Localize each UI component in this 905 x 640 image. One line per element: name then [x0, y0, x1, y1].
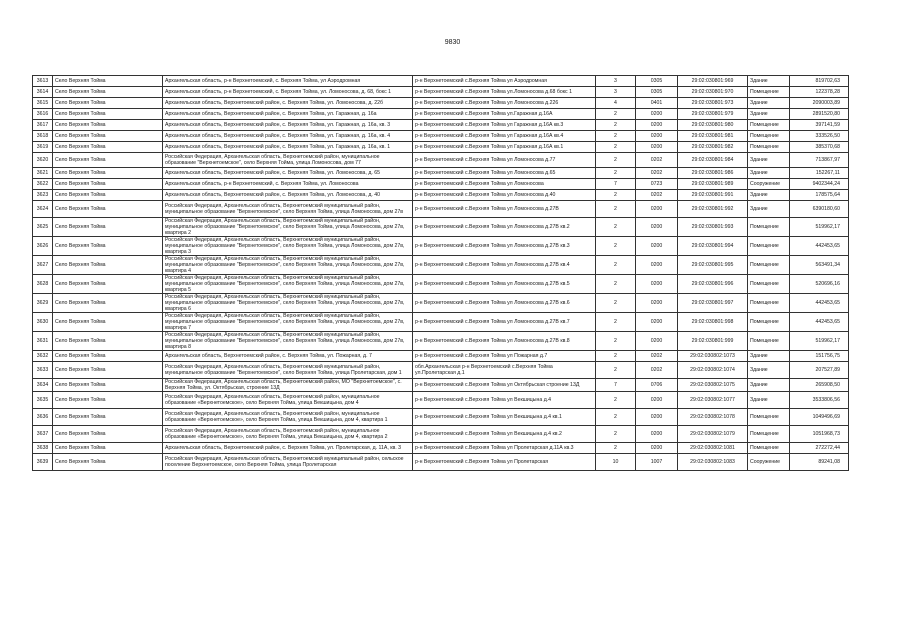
page-number: 9830	[444, 39, 461, 46]
cell-settlement: Село Верхняя Тойма	[53, 76, 163, 87]
cell-group-code: 2	[596, 275, 636, 294]
cell-address-full: Российская Федерация, Архангельская область, Верхнетоемский муниципальный район, муниципальное образование "Верхнетоемское", село Верхняя Тойма, улица Ломоносова, дом 27в, квартира 4	[163, 256, 413, 275]
cell-group-code: 2	[596, 153, 636, 168]
cell-cadastral-number: 29:02:030801:969	[678, 76, 748, 87]
cell-address-full: Российская Федерация, Архангельская область, Верхнетоемский район, муниципальное образование "Верхнетоемское", село Верхняя Тойма, улица Ломоносова, дом 77	[163, 153, 413, 168]
cell-group-code: 2	[596, 131, 636, 142]
cell-cadastral-value: 151756,75	[790, 351, 849, 362]
cell-object-type: Помещение	[748, 332, 790, 351]
cell-object-type: Сооружение	[748, 179, 790, 190]
cell-cadastral-number: 29:02:030801:995	[678, 256, 748, 275]
cell-cadastral-number: 29:02:030801:998	[678, 313, 748, 332]
cell-group-code: 2	[596, 443, 636, 454]
cell-address-short: р-н Верхнетоемский с.Верхняя Тойма ул Ломоносова д.27В кв.8	[413, 332, 596, 351]
cell-object-type: Помещение	[748, 218, 790, 237]
table-row	[33, 168, 849, 179]
cell-group-code: 2	[596, 237, 636, 256]
cell-group-code: 10	[596, 454, 636, 471]
cell-cadastral-number: 29:02:030802:1078	[678, 409, 748, 426]
cell-cadastral-value: 819702,63	[790, 76, 849, 87]
cell-subgroup-code: 0200	[636, 237, 678, 256]
cell-group-code: 7	[596, 379, 636, 392]
cell-address-full: Архангельская область, Верхнетоемский район, с. Верхняя Тойма, ул. Гаражная, д. 16а, кв. 1	[163, 142, 413, 153]
cell-address-short: р-н Верхнетоемский с.Верхняя Тойма ул Гаражная д.16А кв.1	[413, 142, 596, 153]
cell-object-type: Здание	[748, 76, 790, 87]
cell-row-number: 3624	[33, 201, 53, 218]
cell-address-full: Российская Федерация, Архангельская область, Верхнетоемский муниципальный район, муниципальное образование "Верхнетоемское", село Верхняя Тойма, улица Пролетарская, дом 1	[163, 362, 413, 379]
table-row	[33, 351, 849, 362]
cell-address-full: Российская Федерация, Архангельская область, Верхнетоемский муниципальный район, муниципальное образование "Верхнетоемское", село Верхняя Тойма, улица Ломоносова, дом 27в, квартира 2	[163, 218, 413, 237]
cell-settlement: Село Верхняя Тойма	[53, 454, 163, 471]
cell-cadastral-value: 333526,50	[790, 131, 849, 142]
cell-cadastral-value: 520696,16	[790, 275, 849, 294]
cell-row-number: 3618	[33, 131, 53, 142]
cell-row-number: 3613	[33, 76, 53, 87]
cell-settlement: Село Верхняя Тойма	[53, 218, 163, 237]
cell-cadastral-number: 29:02:030802:1081	[678, 443, 748, 454]
cell-subgroup-code: 0401	[636, 98, 678, 109]
cell-cadastral-value: 1051968,73	[790, 426, 849, 443]
cell-subgroup-code: 0202	[636, 168, 678, 179]
cell-cadastral-value: 89241,08	[790, 454, 849, 471]
cell-address-full: Архангельская область, Верхнетоемский район, с. Верхняя Тойма, ул. Гаражная, д. 16а, кв. 4	[163, 131, 413, 142]
cell-row-number: 3620	[33, 153, 53, 168]
cell-address-short: р-н Верхнетоемский с.Верхняя Тойма ул Гаражная д.16А кв.3	[413, 120, 596, 131]
cell-cadastral-value: 6390180,60	[790, 201, 849, 218]
cell-cadastral-value: 178575,64	[790, 190, 849, 201]
cell-settlement: Село Верхняя Тойма	[53, 168, 163, 179]
table-row	[33, 313, 849, 332]
cell-cadastral-value: 2891520,80	[790, 109, 849, 120]
cell-address-short: р-н Верхнетоемский с.Верхняя Тойма ул Ломоносова д.27В кв.7	[413, 313, 596, 332]
cell-group-code: 2	[596, 168, 636, 179]
cell-object-type: Здание	[748, 362, 790, 379]
cell-object-type: Здание	[748, 392, 790, 409]
cell-object-type: Здание	[748, 109, 790, 120]
cell-settlement: Село Верхняя Тойма	[53, 120, 163, 131]
cell-cadastral-value: 3533806,56	[790, 392, 849, 409]
cell-cadastral-number: 29:02:030801:982	[678, 142, 748, 153]
cell-settlement: Село Верхняя Тойма	[53, 379, 163, 392]
cell-cadastral-number: 29:02:030801:979	[678, 109, 748, 120]
cell-row-number: 3619	[33, 142, 53, 153]
cell-address-short: р-н Верхнетоемский с.Верхняя Тойма ул Ломоносова д.27В кв.2	[413, 218, 596, 237]
cell-settlement: Село Верхняя Тойма	[53, 313, 163, 332]
cell-object-type: Здание	[748, 351, 790, 362]
cell-address-short: р-н Верхнетоемский с.Верхняя Тойма ул Октябрьская строение 13Д	[413, 379, 596, 392]
cell-row-number: 3639	[33, 454, 53, 471]
cell-subgroup-code: 0200	[636, 120, 678, 131]
cell-cadastral-number: 29:02:030801:980	[678, 120, 748, 131]
cell-address-short: р-н Верхнетоемский с.Верхняя Тойма ул.Ломоносова д.68 бокс 1	[413, 87, 596, 98]
cell-address-full: Архангельская область, Верхнетоемский район, с. Верхняя Тойма, ул. Ломоносова, д. 65	[163, 168, 413, 179]
cell-cadastral-value: 1049496,69	[790, 409, 849, 426]
cell-object-type: Здание	[748, 98, 790, 109]
cell-row-number: 3621	[33, 168, 53, 179]
table-row	[33, 362, 849, 379]
table-row	[33, 294, 849, 313]
cell-cadastral-value: 152267,11	[790, 168, 849, 179]
table-row	[33, 256, 849, 275]
cell-row-number: 3625	[33, 218, 53, 237]
cell-settlement: Село Верхняя Тойма	[53, 98, 163, 109]
cell-group-code: 2	[596, 109, 636, 120]
cell-object-type: Помещение	[748, 313, 790, 332]
cell-settlement: Село Верхняя Тойма	[53, 409, 163, 426]
cell-address-full: Российская Федерация, Архангельская область, Верхнетоемский муниципальный район, сельское поселение Верхнетоемское, село Верхняя Тойма, улица Пролетарская	[163, 454, 413, 471]
table-row	[33, 87, 849, 98]
cell-address-short: р-н Верхнетоемский с.Верхняя Тойма ул.Гаражная д.16А	[413, 109, 596, 120]
cell-subgroup-code: 0200	[636, 256, 678, 275]
cell-address-short: р-н Верхнетоемский с.Верхняя Тойма ул Ломоносова	[413, 179, 596, 190]
cell-address-short: р-н Верхнетоемский с.Верхняя Тойма ул Ломоносова д.40	[413, 190, 596, 201]
cell-row-number: 3638	[33, 443, 53, 454]
cell-row-number: 3628	[33, 275, 53, 294]
cell-cadastral-value: 265908,50	[790, 379, 849, 392]
cell-row-number: 3629	[33, 294, 53, 313]
cell-row-number: 3616	[33, 109, 53, 120]
cell-row-number: 3623	[33, 190, 53, 201]
cell-address-short: р-н Верхнетоемский с.Верхняя Тойма ул Ломоносова д.27В	[413, 201, 596, 218]
cell-address-full: Российская Федерация, Архангельская область, Верхнетоемский район, МО "Верхнетоемское", с. Верхняя Тойма, ул. Октябрьская, строение 13Д	[163, 379, 413, 392]
cell-address-short: р-н Верхнетоемский с.Верхняя Тойма ул Аэродромная	[413, 76, 596, 87]
cell-subgroup-code: 0202	[636, 190, 678, 201]
cell-settlement: Село Верхняя Тойма	[53, 443, 163, 454]
cell-cadastral-number: 29:02:030802:1083	[678, 454, 748, 471]
cell-settlement: Село Верхняя Тойма	[53, 201, 163, 218]
cell-object-type: Помещение	[748, 443, 790, 454]
cell-cadastral-value: 442453,65	[790, 237, 849, 256]
cell-settlement: Село Верхняя Тойма	[53, 190, 163, 201]
table-row	[33, 379, 849, 392]
table-row	[33, 237, 849, 256]
cell-settlement: Село Верхняя Тойма	[53, 237, 163, 256]
table-row	[33, 190, 849, 201]
cell-address-full: Архангельская область, Верхнетоемский район, с. Верхняя Тойма, ул. Пролетарская, д. 11А, кв. 3	[163, 443, 413, 454]
cell-settlement: Село Верхняя Тойма	[53, 332, 163, 351]
cell-cadastral-number: 29:02:030801:991	[678, 190, 748, 201]
cell-address-short: р-н Верхнетоемский с.Верхняя Тойма ул Пролетарская	[413, 454, 596, 471]
cell-row-number: 3631	[33, 332, 53, 351]
cell-object-type: Помещение	[748, 275, 790, 294]
cell-object-type: Помещение	[748, 131, 790, 142]
cell-object-type: Здание	[748, 201, 790, 218]
cell-subgroup-code: 0202	[636, 153, 678, 168]
cell-subgroup-code: 0200	[636, 409, 678, 426]
cell-subgroup-code: 0200	[636, 332, 678, 351]
table-row	[33, 131, 849, 142]
cell-row-number: 3635	[33, 392, 53, 409]
cell-object-type: Помещение	[748, 294, 790, 313]
cell-row-number: 3627	[33, 256, 53, 275]
cell-address-full: Архангельская область, р-н Верхнетоемский, с. Верхняя Тойма, ул. Ломоносова, д. 68, бокс 1	[163, 87, 413, 98]
cell-address-full: Российская Федерация, Архангельская область, Верхнетоемский муниципальный район, муниципальное образование "Верхнетоемское", село Верхняя Тойма, улица Ломоносова, дом 27в, квартира 5	[163, 275, 413, 294]
table-row	[33, 142, 849, 153]
cell-address-short: р-н Верхнетоемский с.Верхняя Тойма ул Векшицына д.4 кв.2	[413, 426, 596, 443]
cell-object-type: Сооружение	[748, 454, 790, 471]
cell-group-code: 2	[596, 218, 636, 237]
cell-cadastral-number: 29:02:030802:1074	[678, 362, 748, 379]
cell-address-full: Российская Федерация, Архангельская область, Верхнетоемский муниципальный район, муниципальное образование "Верхнетоемское", село Верхняя Тойма, улица Ломоносова, дом 27в	[163, 201, 413, 218]
cell-settlement: Село Верхняя Тойма	[53, 109, 163, 120]
cell-group-code: 3	[596, 76, 636, 87]
cell-row-number: 3615	[33, 98, 53, 109]
cell-subgroup-code: 0202	[636, 351, 678, 362]
cell-address-full: Российская Федерация, Архангельская область, Верхнетоемский район, муниципальное образование «Верхнетоемское», село Верхняя Тойма, улица Векшицына, дом 4	[163, 392, 413, 409]
cell-row-number: 3630	[33, 313, 53, 332]
cell-object-type: Здание	[748, 153, 790, 168]
cell-address-full: Архангельская область, р-н Верхнетоемский, с. Верхняя Тойма, ул. Ломоносова	[163, 179, 413, 190]
cell-group-code: 2	[596, 351, 636, 362]
cell-cadastral-value: 442453,65	[790, 313, 849, 332]
cell-address-full: Российская Федерация, Архангельская область, Верхнетоемский муниципальный район, муниципальное образование "Верхнетоемское", село Верхняя Тойма, улица Ломоносова, дом 27в, квартира 7	[163, 313, 413, 332]
cell-cadastral-value: 397141,59	[790, 120, 849, 131]
cadastral-table	[32, 75, 849, 471]
cell-subgroup-code: 0305	[636, 76, 678, 87]
cell-cadastral-number: 29:02:030801:984	[678, 153, 748, 168]
cell-object-type: Помещение	[748, 237, 790, 256]
cell-cadastral-value: 207527,89	[790, 362, 849, 379]
cell-cadastral-value: 519962,17	[790, 218, 849, 237]
cell-subgroup-code: 0305	[636, 87, 678, 98]
cell-address-short: р-н Верхнетоемский с.Верхняя Тойма ул Ломоносова д.77	[413, 153, 596, 168]
cell-settlement: Село Верхняя Тойма	[53, 426, 163, 443]
cell-group-code: 2	[596, 362, 636, 379]
cell-cadastral-number: 29:02:030802:1077	[678, 392, 748, 409]
cell-cadastral-value: 272272,44	[790, 443, 849, 454]
cell-address-short: р-н Верхнетоемский с.Верхняя Тойма ул Векшицына д.4 кв.1	[413, 409, 596, 426]
cell-subgroup-code: 1007	[636, 454, 678, 471]
cell-group-code: 2	[596, 294, 636, 313]
cell-subgroup-code: 0200	[636, 131, 678, 142]
cell-settlement: Село Верхняя Тойма	[53, 131, 163, 142]
cell-subgroup-code: 0200	[636, 109, 678, 120]
cell-address-short: р-н Верхнетоемский с.Верхняя Тойма ул Векшицына д.4	[413, 392, 596, 409]
cell-group-code: 2	[596, 313, 636, 332]
table-row	[33, 201, 849, 218]
cell-address-full: Российская Федерация, Архангельская область, Верхнетоемский район, муниципальное образование «Верхнетоемское», село Верхняя Тойма, улица Векшицына, дом 4, квартира 1	[163, 409, 413, 426]
table-row	[33, 120, 849, 131]
cell-cadastral-number: 29:02:030801:994	[678, 237, 748, 256]
cell-subgroup-code: 0200	[636, 443, 678, 454]
cell-settlement: Село Верхняя Тойма	[53, 142, 163, 153]
cell-settlement: Село Верхняя Тойма	[53, 256, 163, 275]
cell-row-number: 3622	[33, 179, 53, 190]
cell-settlement: Село Верхняя Тойма	[53, 392, 163, 409]
cell-address-full: Архангельская область, Верхнетоемский район, с. Верхняя Тойма, ул. Пожарная, д. 7	[163, 351, 413, 362]
table-body	[33, 76, 849, 471]
cell-object-type: Помещение	[748, 142, 790, 153]
cell-address-full: Архангельская область, р-н Верхнетоемский, с. Верхняя Тойма, ул Аэродромная	[163, 76, 413, 87]
cell-object-type: Помещение	[748, 120, 790, 131]
cell-address-full: Российская Федерация, Архангельская область, Верхнетоемский муниципальный район, муниципальное образование "Верхнетоемское", село Верхняя Тойма, улица Ломоносова, дом 27в, квартира 3	[163, 237, 413, 256]
cell-object-type: Помещение	[748, 409, 790, 426]
cell-cadastral-value: 713867,97	[790, 153, 849, 168]
cell-cadastral-value: 519962,17	[790, 332, 849, 351]
cell-settlement: Село Верхняя Тойма	[53, 179, 163, 190]
cell-address-short: р-н Верхнетоемский с.Верхняя Тойма ул Ломоносова д.226	[413, 98, 596, 109]
cell-address-short: р-н Верхнетоемский с.Верхняя Тойма ул Пролетарская д.11А кв.3	[413, 443, 596, 454]
cell-address-short: р-н Верхнетоемский с.Верхняя Тойма ул Ломоносова д.27В кв.3	[413, 237, 596, 256]
cell-cadastral-number: 29:02:030801:999	[678, 332, 748, 351]
cell-subgroup-code: 0706	[636, 379, 678, 392]
cell-subgroup-code: 0200	[636, 426, 678, 443]
cell-cadastral-number: 29:02:030801:997	[678, 294, 748, 313]
cell-address-full: Российская Федерация, Архангельская область, Верхнетоемский муниципальный район, муниципальное образование "Верхнетоемское", село Верхняя Тойма, улица Ломоносова, дом 27в, квартира 6	[163, 294, 413, 313]
cell-cadastral-number: 29:02:030802:1075	[678, 379, 748, 392]
cell-cadastral-number: 29:02:030801:993	[678, 218, 748, 237]
cell-settlement: Село Верхняя Тойма	[53, 153, 163, 168]
table-row	[33, 275, 849, 294]
table-row	[33, 392, 849, 409]
table-row	[33, 109, 849, 120]
cell-subgroup-code: 0200	[636, 201, 678, 218]
cell-object-type: Здание	[748, 190, 790, 201]
cell-address-full: Архангельская область, Верхнетоемский район, с. Верхняя Тойма, ул. Ломоносова, д. 40	[163, 190, 413, 201]
cell-cadastral-number: 29:02:030801:973	[678, 98, 748, 109]
cell-group-code: 4	[596, 98, 636, 109]
cell-group-code: 2	[596, 426, 636, 443]
cell-group-code: 2	[596, 409, 636, 426]
cell-cadastral-number: 29:02:030801:996	[678, 275, 748, 294]
cell-subgroup-code: 0200	[636, 275, 678, 294]
cell-object-type: Здание	[748, 168, 790, 179]
cell-address-short: р-н Верхнетоемский с.Верхняя Тойма ул Ломоносова д.27В кв.5	[413, 275, 596, 294]
table-row	[33, 443, 849, 454]
cadastral-table-container	[32, 75, 848, 471]
cell-object-type: Помещение	[748, 426, 790, 443]
cell-address-full: Архангельская область, Верхнетоемский район, с. Верхняя Тойма, ул. Гаражная, д. 16а, кв. 3	[163, 120, 413, 131]
cell-object-type: Помещение	[748, 256, 790, 275]
cell-subgroup-code: 0200	[636, 294, 678, 313]
cell-group-code: 2	[596, 201, 636, 218]
cell-address-short: обл.Архангельская р-н Верхнетоемский с.Верхняя Тойма ул.Пролетарская д.1	[413, 362, 596, 379]
cell-settlement: Село Верхняя Тойма	[53, 362, 163, 379]
cell-settlement: Село Верхняя Тойма	[53, 351, 163, 362]
cell-address-full: Российская Федерация, Архангельская область, Верхнетоемский муниципальный район, муниципальное образование "Верхнетоемское", село Верхняя Тойма, улица Ломоносова, дом 27в, квартира 8	[163, 332, 413, 351]
cell-object-type: Здание	[748, 379, 790, 392]
cell-cadastral-number: 29:02:030801:986	[678, 168, 748, 179]
cell-row-number: 3636	[33, 409, 53, 426]
cell-group-code: 2	[596, 392, 636, 409]
table-row	[33, 409, 849, 426]
cell-cadastral-value: 442453,65	[790, 294, 849, 313]
table-row	[33, 426, 849, 443]
cell-row-number: 3626	[33, 237, 53, 256]
table-row	[33, 98, 849, 109]
cell-cadastral-value: 563491,34	[790, 256, 849, 275]
cell-cadastral-number: 29:02:030801:989	[678, 179, 748, 190]
cell-group-code: 2	[596, 190, 636, 201]
cell-settlement: Село Верхняя Тойма	[53, 87, 163, 98]
table-row	[33, 179, 849, 190]
cell-row-number: 3617	[33, 120, 53, 131]
cell-row-number: 3614	[33, 87, 53, 98]
table-row	[33, 332, 849, 351]
cell-settlement: Село Верхняя Тойма	[53, 294, 163, 313]
cell-group-code: 2	[596, 332, 636, 351]
cell-cadastral-number: 29:02:030801:992	[678, 201, 748, 218]
cell-settlement: Село Верхняя Тойма	[53, 275, 163, 294]
cell-subgroup-code: 0200	[636, 392, 678, 409]
cell-row-number: 3632	[33, 351, 53, 362]
cell-subgroup-code: 0200	[636, 313, 678, 332]
cell-address-full: Архангельская область, Верхнетоемский район, с. Верхняя Тойма, ул. Ломоносова, д. 22б	[163, 98, 413, 109]
cell-address-full: Российская Федерация, Архангельская область, Верхнетоемский район, муниципальное образование «Верхнетоемское», село Верхняя Тойма, улица Векшицына, дом 4, квартира 2	[163, 426, 413, 443]
table-row	[33, 218, 849, 237]
cell-row-number: 3634	[33, 379, 53, 392]
cell-cadastral-value: 122378,28	[790, 87, 849, 98]
cell-row-number: 3637	[33, 426, 53, 443]
cell-row-number: 3633	[33, 362, 53, 379]
cell-address-short: р-н Верхнетоемский с.Верхняя Тойма ул Ломоносова д.27В кв.6	[413, 294, 596, 313]
cell-cadastral-value: 9402344,24	[790, 179, 849, 190]
cell-cadastral-value: 385370,68	[790, 142, 849, 153]
cell-object-type: Помещение	[748, 87, 790, 98]
cell-subgroup-code: 0202	[636, 362, 678, 379]
cell-group-code: 2	[596, 120, 636, 131]
cell-group-code: 7	[596, 179, 636, 190]
cell-cadastral-value: 2090003,89	[790, 98, 849, 109]
cell-address-short: р-н Верхнетоемский с.Верхняя Тойма ул Ломоносова д.27В кв.4	[413, 256, 596, 275]
cell-address-short: р-н Верхнетоемский с.Верхняя Тойма ул Пожарная д.7	[413, 351, 596, 362]
cell-subgroup-code: 0200	[636, 142, 678, 153]
table-row	[33, 153, 849, 168]
cell-cadastral-number: 29:02:030802:1073	[678, 351, 748, 362]
table-row	[33, 454, 849, 471]
cell-address-short: р-н Верхнетоемский с.Верхняя Тойма ул Гаражная д.16А кв.4	[413, 131, 596, 142]
cell-cadastral-number: 29:02:030801:970	[678, 87, 748, 98]
cell-subgroup-code: 0723	[636, 179, 678, 190]
cell-cadastral-number: 29:02:030801:981	[678, 131, 748, 142]
cell-address-full: Архангельская область, Верхнетоемский район, с. Верхняя Тойма, ул. Гаражная, д. 16а	[163, 109, 413, 120]
table-row	[33, 76, 849, 87]
cell-group-code: 2	[596, 256, 636, 275]
cell-subgroup-code: 0200	[636, 218, 678, 237]
cell-group-code: 3	[596, 87, 636, 98]
cell-address-short: р-н Верхнетоемский с.Верхняя Тойма ул Ломоносова д.65	[413, 168, 596, 179]
cell-group-code: 2	[596, 142, 636, 153]
cell-cadastral-number: 29:02:030802:1079	[678, 426, 748, 443]
